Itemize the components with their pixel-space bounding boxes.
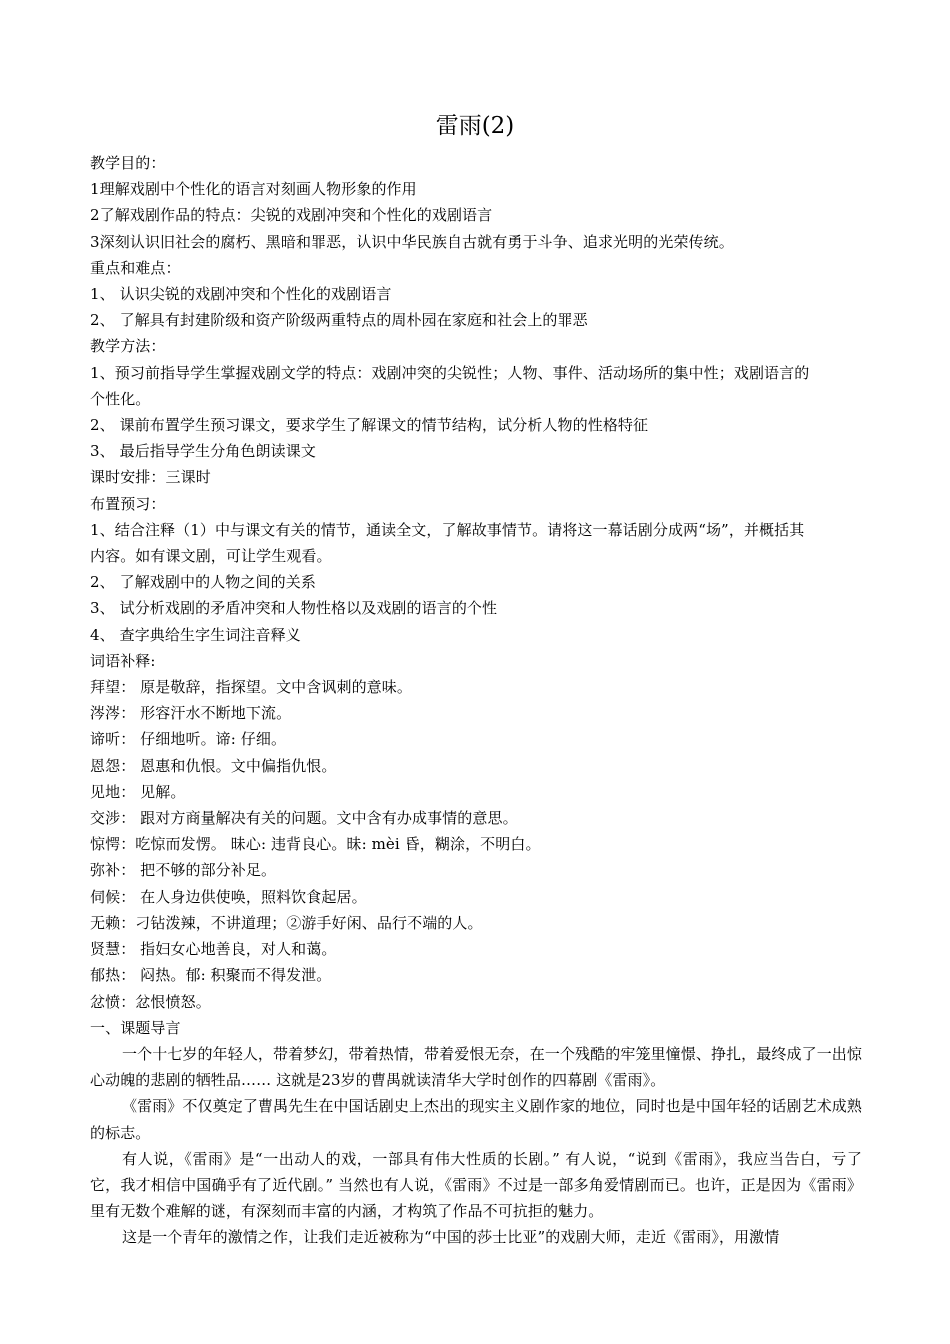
vocabulary-entry: 拜望： 原是敬辞，指探望。文中含讽刺的意味。 [90,678,412,697]
objective-item: 2了解戏剧作品的特点：尖锐的戏剧冲突和个性化的戏剧语言 [90,206,493,225]
section-heading-key-points: 重点和难点： [90,258,181,277]
vocabulary-entry: 弥补： 把不够的部分补足。 [90,861,277,880]
method-item: 2、 课前布置学生预习课文，要求学生了解课文的情节结构，试分析人物的性格特征 [90,416,649,435]
vocabulary-entry: 忿愤：忿恨愤怒。 [90,992,211,1011]
vocabulary-entry: 见地： 见解。 [90,782,186,801]
schedule-line: 课时安排：三课时 [90,468,211,487]
vocabulary-entry: 谛听： 仔细地听。谛: 仔细。 [90,730,287,749]
method-item: 3、 最后指导学生分角色朗读课文 [90,442,316,461]
document-body [90,150,862,1251]
key-point-item: 1、 认识尖锐的戏剧冲突和个性化的戏剧语言 [90,285,392,304]
introduction-paragraph: 这是一个青年的激情之作，让我们走近被称为“中国的莎士比亚”的戏剧大师，走近《雷雨》，用激情 [122,1228,780,1247]
preview-item-continued: 内容。如有课文剧，可让学生观看。 [90,547,332,566]
introduction-paragraph: 有人说，《雷雨》是“一出动人的戏，一部具有伟大性质的长剧。” 有人说，“说到《雷雨》，我应当告白，亏了它，我才相信中国确乎有了近代剧。” 当然也有人说，《雷雨》不过是一部多角爱情剧而已。也许，正是因为《雷雨》里有无数个难解的谜，有深刻而丰富的内涵，才构筑了作品不可抗拒的魅力。 [90,1149,862,1221]
vocabulary-entry: 无赖：刁钻泼辣，不讲道理；②游手好闲、品行不端的人。 [90,913,483,932]
section-heading-introduction: 一、课题导言 [90,1018,181,1037]
vocabulary-entry: 恩怨： 恩惠和仇恨。文中偏指仇恨。 [90,756,337,775]
preview-item: 1、结合注释（1）中与课文有关的情节，通读全文，了解故事情节。请将这一幕话剧分成两“场”，并概括其 [90,520,805,539]
document-title: 雷雨(2) [435,113,515,139]
vocabulary-entry: 交涉： 跟对方商量解决有关的问题。文中含有办成事情的意思。 [90,809,518,828]
vocabulary-entry: 贤慧： 指妇女心地善良，对人和蔼。 [90,940,337,959]
vocabulary-entry: 郁热： 闷热。郁: 积聚而不得发泄。 [90,966,332,985]
objective-item: 1理解戏剧中个性化的语言对刻画人物形象的作用 [90,180,417,199]
preview-item: 4、 查字典给生字生词注音释义 [90,625,301,644]
key-point-item: 2、 了解具有封建阶级和资产阶级两重特点的周朴园在家庭和社会上的罪恶 [90,311,588,330]
method-item-continued: 个性化。 [90,389,151,408]
section-heading-methods: 教学方法： [90,337,166,356]
introduction-paragraph: 一个十七岁的年轻人，带着梦幻，带着热情，带着爱恨无奈，在一个残酷的牢笼里憧憬、挣扎，最终成了一出惊心动魄的悲剧的牺牲品…… 这就是23岁的曹禺就读清华大学时创作的四幕剧《雷雨》。 [90,1044,862,1090]
preview-item: 3、 试分析戏剧的矛盾冲突和人物性格以及戏剧的语言的个性 [90,599,498,618]
section-heading-vocabulary: 词语补释: [90,651,156,670]
method-item: 1、预习前指导学生掌握戏剧文学的特点：戏剧冲突的尖锐性；人物、事件、活动场所的集中性；戏剧语言的 [90,363,810,382]
introduction-paragraph: 《雷雨》不仅奠定了曹禺先生在中国话剧史上杰出的现实主义剧作家的地位，同时也是中国年轻的话剧艺术成熟的标志。 [90,1097,862,1142]
vocabulary-entry: 涔涔： 形容汗水不断地下流。 [90,704,292,723]
vocabulary-entry: 惊愕：吃惊而发愣。 昧心: 违背良心。昧: mèi 昏，糊涂，不明白。 [90,835,541,854]
preview-item: 2、 了解戏剧中的人物之间的关系 [90,573,316,592]
section-heading-preview: 布置预习： [90,494,166,513]
vocabulary-entry: 伺候： 在人身边供使唤，照料饮食起居。 [90,887,367,906]
objective-item: 3深刻认识旧社会的腐朽、黑暗和罪恶，认识中华民族自古就有勇于斗争、追求光明的光荣传统。 [90,232,734,251]
section-heading-objectives: 教学目的： [90,154,166,172]
